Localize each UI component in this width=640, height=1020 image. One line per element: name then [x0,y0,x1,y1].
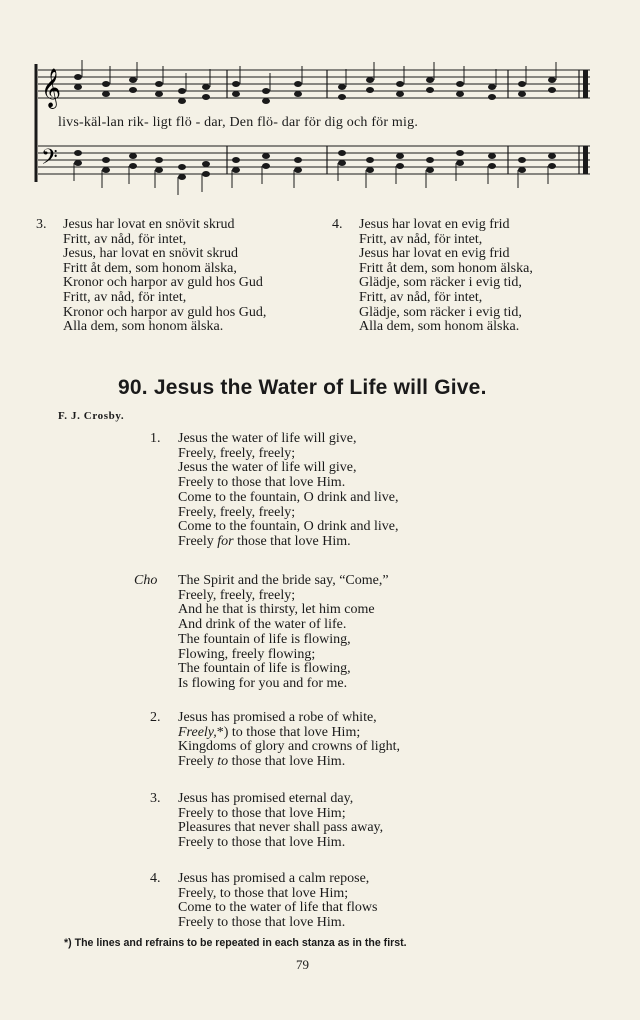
verse-line [178,901,377,916]
stanza-line: Kronor och harpor av guld hos Gud [63,275,263,291]
note-head [202,84,210,90]
verse-number: 3. [150,791,161,806]
verse-line [178,520,398,535]
verse-number: 4. [150,871,161,886]
verse-line-text: Freely [178,533,214,549]
verse-line-text: The fountain of life is flowing, [178,661,351,677]
verse-line [178,535,398,550]
note-head [396,153,404,159]
music-lyric-line: livs-käl-lan rik- ligt flö - dar, Den flö- dar för dig och för mig. [58,115,419,130]
note-head [338,160,346,166]
stanza-line: Glädje, som räcker i evig tid, [359,275,522,291]
stanza-4-swedish [332,218,602,338]
verse-line-text: Kingdoms of glory and crowns of light, [178,739,401,755]
note-head [294,167,302,173]
stanza-line: Kronor och harpor av guld hos Gud, [63,304,267,320]
note-head [202,94,210,100]
note-head [232,91,240,97]
verse-line [178,491,398,506]
note-head [262,153,270,159]
stanza-lines [63,218,266,335]
verse-line [178,807,383,822]
verse-line [178,506,398,521]
verse-line [178,618,389,633]
note-head [396,163,404,169]
note-head [518,81,526,87]
footnote: *) The lines and refrains to be repeated in each stanza as in the first. [64,937,407,949]
stanza-3-swedish [36,218,316,338]
verse-line-text: The Spirit and the bride say, “Come,” [178,573,389,588]
note-head [548,87,556,93]
note-head [396,91,404,97]
note-head [102,157,110,163]
note-head [232,157,240,163]
verse-line-text: Freely to those that love Him. [178,475,346,491]
bass-staff [38,146,590,174]
stanza-line: Jesus, har lovat en snövit skrud [63,246,238,262]
note-head [548,77,556,83]
note-head [129,153,137,159]
verse-line-text: Is flowing for you and for me. [178,675,348,691]
note-head [232,81,240,87]
stanza-line: Jesus har lovat en snövit skrud [63,217,235,232]
verse-lines [178,574,389,692]
note-head [129,163,137,169]
verse-line-text: Jesus has promised a calm repose, [178,871,370,886]
note-head [456,160,464,166]
verse-line-text: Come to the fountain, O drink and live, [178,519,399,535]
verse-line-italic: for [213,533,234,549]
verse-line [178,589,389,604]
note-head [426,167,434,173]
verse-line [178,726,400,741]
bass-clef-icon: 𝄢 [41,145,58,175]
note-head [488,94,496,100]
verse-line [178,648,389,663]
note-head [129,87,137,93]
note-head [426,157,434,163]
verse-line-text: Freely to those that love Him; [178,805,346,821]
verse-line [178,872,377,887]
note-head [155,157,163,163]
treble-clef-icon: 𝄞 [41,68,62,108]
verse-line-text: Jesus the water of life will give, [178,460,357,476]
stanza-line: Jesus har lovat en evig frid [359,246,510,262]
verse-number: 1. [150,431,161,446]
verse-line-text: Freely, freely, freely; [178,504,296,520]
note-head [518,167,526,173]
verse-line-text: Come to the water of life that flows [178,900,378,916]
note-head [178,88,186,94]
verse-line-text: Freely, to those that love Him; [178,885,349,901]
note-head [294,157,302,163]
note-head [155,81,163,87]
verse-number: Cho [134,573,158,588]
verse-line [178,887,377,902]
note-head [155,91,163,97]
note-head [548,153,556,159]
verse-line [178,711,400,726]
verse-line [178,916,377,931]
author-credit: F. J. Crosby. [58,410,125,422]
note-head [366,157,374,163]
verse-line-rest: those that love Him. [228,754,346,770]
verse-line-text: Freely, freely, freely; [178,587,296,603]
stanza-line: Jesus har lovat en evig frid [359,217,510,232]
verse-line [178,633,389,648]
verse-line-text: Freely to those that love Him. [178,915,346,931]
verse-lines [178,711,400,770]
verse-line-text: Freely [178,754,214,770]
note-head [202,161,210,167]
verse-line [178,432,398,447]
verse-line [178,836,383,851]
verse-lines [178,872,377,931]
stanza-line: Fritt, av nåd, för intet, [63,231,187,247]
final-barline-bass [583,146,588,174]
verse-line-text: Jesus has promised a robe of white, [178,710,377,725]
note-head [456,91,464,97]
note-head [262,98,270,104]
note-head [426,77,434,83]
note-head [294,91,302,97]
hymn-title: 90. Jesus the Water of Life will Give. [118,376,487,399]
note-head [74,74,82,80]
verse-lines [178,792,383,851]
verse-line [178,447,398,462]
stanza-number: 4. [332,217,343,232]
note-head [366,87,374,93]
note-head [488,153,496,159]
note-head [102,81,110,87]
stanza-line: Fritt, av nåd, för intet, [359,231,483,247]
verse-line-rest: those that love Him. [233,533,351,549]
stanza-line: Glädje, som räcker i evig tid, [359,304,522,320]
stanza-line: Fritt, av nåd, för intet, [63,289,187,305]
verse-line [178,755,400,770]
verse-number: 2. [150,710,161,725]
note-head [488,84,496,90]
stanza-line: Fritt åt dem, som honom älska, [359,260,533,276]
note-head [202,171,210,177]
note-head [338,84,346,90]
verse-line-text: Jesus the water of life will give, [178,431,357,446]
verse-line [178,821,383,836]
note-head [262,163,270,169]
note-head [74,160,82,166]
note-head [129,77,137,83]
note-head [338,94,346,100]
note-head [74,150,82,156]
verse-line-text: Freely, freely, freely; [178,445,296,461]
verse-line-italic: Freely, [178,724,217,740]
verse-line [178,476,398,491]
verse-line [178,574,389,589]
note-head [456,81,464,87]
verse-line [178,603,389,618]
note-head [366,167,374,173]
verse-line [178,662,389,677]
stanza-lines [359,218,533,335]
note-head [262,88,270,94]
stanza-line: Fritt, av nåd, för intet, [359,289,483,305]
note-head [396,81,404,87]
verse-line [178,740,400,755]
note-head [294,81,302,87]
note-head [548,163,556,169]
note-head [178,174,186,180]
stanza-line: Alla dem, som honom älska. [359,319,520,335]
verse-line-italic: to [213,754,229,770]
note-head [178,164,186,170]
verse-line [178,792,383,807]
verse-line-text: Freely to those that love Him. [178,835,346,851]
note-head [178,98,186,104]
note-head [518,91,526,97]
verse-line-text: The fountain of life is flowing, [178,631,351,647]
verse-line-text: Come to the fountain, O drink and live, [178,489,399,505]
note-head [518,157,526,163]
verse-line [178,461,398,476]
verse-line-text: Jesus has promised eternal day, [178,791,354,806]
verse-line-text: And drink of the water of life. [178,617,347,633]
note-head [102,91,110,97]
verse-lines [178,432,398,550]
verse-line [178,677,389,692]
stanza-number: 3. [36,217,47,232]
final-barline-treble [583,70,588,98]
note-head [488,163,496,169]
note-head [426,87,434,93]
note-head [155,167,163,173]
page-number: 79 [296,957,309,972]
verse-line-rest: *) to those that love Him; [216,724,361,740]
verse-line-text: Flowing, freely flowing; [178,646,316,662]
verse-line-text: And he that is thirsty, let him come [178,602,375,618]
note-head [338,150,346,156]
note-head [102,167,110,173]
note-head [456,150,464,156]
note-head [366,77,374,83]
stanza-line: Alla dem, som honom älska. [63,319,224,335]
verse-line-text: Pleasures that never shall pass away, [178,820,384,836]
stanza-line: Fritt åt dem, som honom älska, [63,260,237,276]
treble-staff [38,70,590,98]
note-head [232,167,240,173]
note-head [74,84,82,90]
